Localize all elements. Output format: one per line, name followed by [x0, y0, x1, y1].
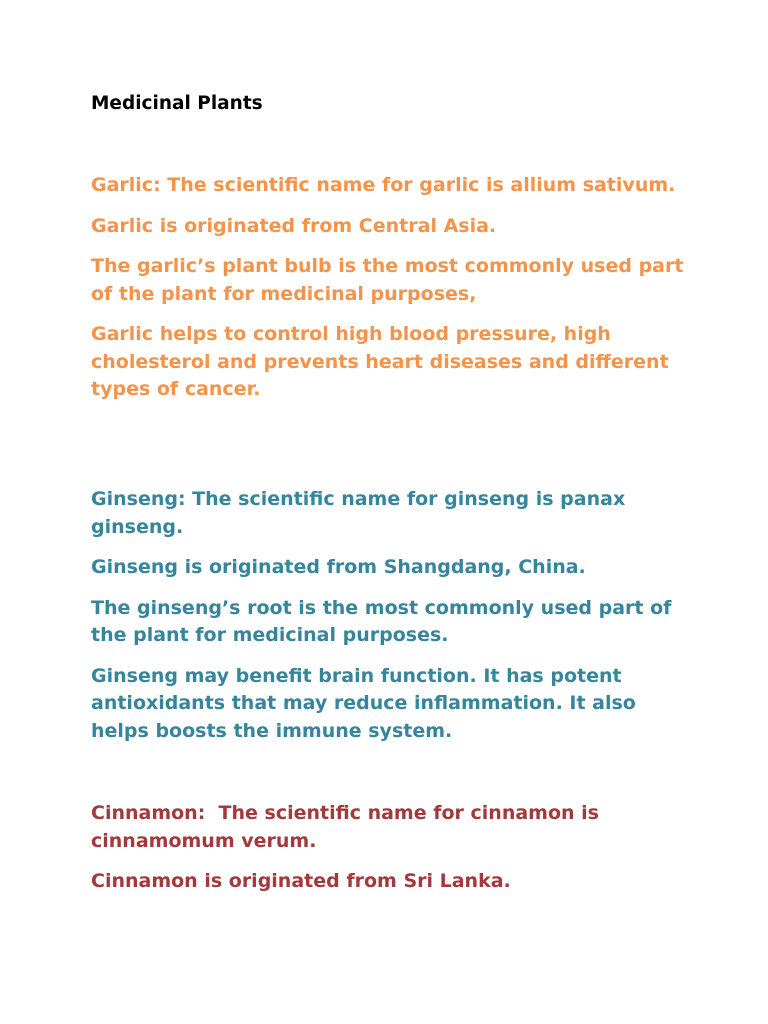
- garlic-origin: Garlic is originated from Central Asia.: [91, 214, 497, 237]
- cinnamon-section: [91, 800, 691, 909]
- ginseng-benefits: Ginseng may benefit brain function. It has potent antioxidants that may reduce inflammation. It also helps boosts the immune system.: [91, 664, 636, 742]
- ginseng-section: [91, 486, 691, 758]
- cinnamon-scientific-name: Cinnamon: The scientific name for cinnamon is cinnamomum verum.: [91, 802, 606, 852]
- garlic-benefits: Garlic helps to control high blood pressure, high cholesterol and prevents heart diseases and different types of cancer.: [91, 323, 669, 400]
- ginseng-scientific-name: Ginseng: The scientific name for ginseng is panax ginseng.: [91, 488, 626, 538]
- ginseng-part-used: The ginseng’s root is the most commonly used part of the plant for medicinal purposes.: [91, 596, 672, 646]
- garlic-section: [91, 172, 691, 417]
- ginseng-origin: Ginseng is originated from Shangdang, China.: [91, 556, 586, 578]
- garlic-scientific-name: Garlic: The scientific name for garlic is allium sativum.: [91, 174, 676, 196]
- garlic-part-used: The garlic’s plant bulb is the most commonly used part of the plant for medicinal purposes,: [91, 255, 684, 305]
- document-title: Medicinal Plants: [91, 93, 263, 114]
- cinnamon-origin: Cinnamon is originated from Sri Lanka.: [91, 870, 511, 892]
